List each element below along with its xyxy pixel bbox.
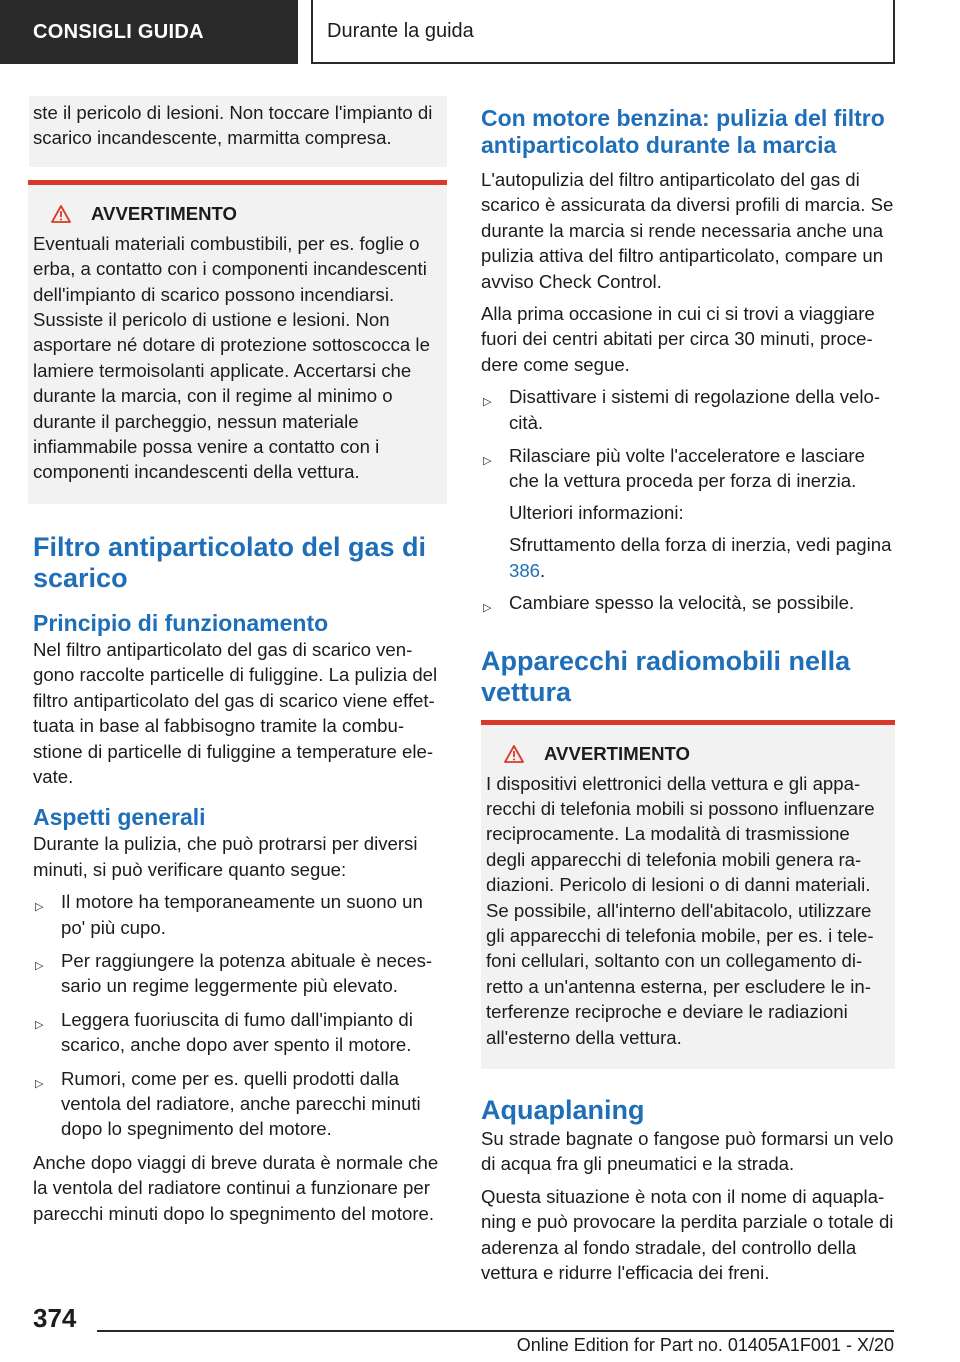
warning-triangle-icon <box>504 745 524 763</box>
continued-warning-box <box>29 96 447 167</box>
triangle-bullet-icon: ▷ <box>483 602 492 615</box>
heading-particulate-filter: Filtro antiparticolato del gas di scarico <box>33 531 427 593</box>
warning-triangle-icon <box>51 205 71 223</box>
chapter-header <box>311 0 895 64</box>
list-item: ▷ Rilasciare più volte l'acceleratore e lasciare che la vettura proceda per forza di inerzia. <box>481 443 895 494</box>
list-item: ▷ Il motore ha temporaneamente un suono un po' più cupo. <box>33 889 447 940</box>
continued-warning-text: ste il pericolo di lesioni. Non toccare l'impianto di scarico incandescente, marmitta compresa. <box>33 102 433 149</box>
warning-box-combustibles <box>28 180 447 504</box>
warning-body: Eventuali materiali combustibili, per es. foglie o erba, a contatto con i componenti incandescenti dell'impianto di scarico possono incendiarsi. Sussiste il pericolo di ustione e lesioni. Non asportare né dotare di protezione sottoscocca le lamiere termoisolanti applicate. Accertarsi che durante la marcia, con il regime al minimo o durante il parcheggio, nessun materiale infiammabile possa venire a contatto con i componenti incandescenti della vettura. <box>33 232 430 483</box>
triangle-bullet-icon: ▷ <box>483 396 492 409</box>
paragraph-first-occasion: Alla prima occasione in cui ci si trovi a viaggiare fuori dei centri abitati per circa 30 minuti, procedere come segue. <box>481 303 875 375</box>
list-item: ▷ Per raggiungere la potenza abituale è necessario un regime leggermente più elevato. <box>33 948 447 999</box>
triangle-bullet-icon: ▷ <box>35 1018 44 1031</box>
list-item: ▷ Disattivare i sistemi di regolazione della velocità. <box>481 384 895 435</box>
heading-radio-devices: Apparecchi radiomobili nella vettura <box>481 645 851 707</box>
warning-body: I dispositivi elettronici della vettura e gli apparecchi di telefonia mobili si possono influenzare reciprocamente. La modalità di trasmissione degli apparecchi di telefonia mobili genera radiazioni. Pericolo di lesioni o di danni materiali. Se possibile, all'interno dell'abitacolo, utilizzare gli apparecchi di telefonia mobile, per es. i telefoni cellulari, soltanto con un collegamento diretto a un'antenna esterna, per escludere le interferenze reciproche e deviare le radiazioni all'esterno della vettura. <box>486 772 875 1048</box>
triangle-bullet-icon: ▷ <box>483 455 492 468</box>
paragraph-principle: Nel filtro antiparticolato del gas di scarico vengono raccolte particelle di fuliggine. La pulizia del filtro antiparticolato del gas di scarico viene effettuata in base al fabbisogno tramite la combustione di particelle di fuliggine a temperature elevate. <box>33 638 438 787</box>
list-item: ▷ Rumori, come per es. quelli prodotti dalla ventola del radiatore, anche parecchi minuti dopo lo spegnimento del motore. <box>33 1066 447 1142</box>
triangle-bullet-icon: ▷ <box>35 959 44 972</box>
triangle-bullet-icon: ▷ <box>35 1077 44 1090</box>
right-column <box>481 96 895 1292</box>
warning-title: AVVERTIMENTO <box>33 203 437 225</box>
heading-principle: Principio di funzionamento <box>33 609 329 636</box>
paragraph-general: Durante la pulizia, che può protrarsi per diversi minuti, si può verificare quanto segue: <box>33 833 418 880</box>
left-column <box>33 96 447 1233</box>
section-title: CONSIGLI GUIDA <box>33 20 204 43</box>
more-info-label: Ulteriori informazioni: <box>509 501 684 523</box>
page-link[interactable]: 386 <box>509 559 541 581</box>
chapter-title: Durante la guida <box>327 19 474 42</box>
heading-petrol-cleaning: Con motore benzina: pulizia del filtro antiparticolato durante la marcia <box>481 105 885 158</box>
paragraph-after: Anche dopo viaggi di breve durata è normale che la ventola del radiatore continui a funzionare per parecchi minuti dopo lo spegnimento del motore. <box>33 1151 439 1224</box>
cross-reference: Sfruttamento della forza di inerzia, vedi pagina 386. <box>509 534 892 581</box>
paragraph-self-cleaning: L'autopulizia del filtro antiparticolato del gas di scarico è assicurata da diversi profili di marcia. Se durante la marcia si rende necessaria anche una pulizia attiva del filtro antiparticolato, compare un avviso Check Control. <box>481 169 894 292</box>
warning-box-mobile <box>481 720 895 1069</box>
page-number: 374 <box>33 1303 77 1333</box>
warning-title: AVVERTIMENTO <box>486 743 885 765</box>
list-item: ▷ Cambiare spesso la velocità, se possibile. <box>481 590 895 621</box>
heading-general: Aspetti generali <box>33 804 206 831</box>
footer-divider <box>97 1330 894 1332</box>
paragraph-aquaplaning-1: Su strade bagnate o fangose può formarsi un velo di acqua fra gli pneumatici e la strada. <box>481 1127 894 1175</box>
triangle-bullet-icon: ▷ <box>35 901 44 914</box>
footer-edition: Online Edition for Part no. 01405A1F001 - X/20 <box>516 1335 894 1355</box>
list-item: ▷ Leggera fuoriuscita di fumo dall'impianto di scarico, anche dopo aver spento il motore. <box>33 1007 447 1058</box>
heading-aquaplaning: Aquaplaning <box>481 1094 645 1125</box>
section-tab <box>0 0 298 64</box>
paragraph-aquaplaning-2: Questa situazione è nota con il nome di aquaplaning e può provocare la perdita parziale o totale di aderenza al fondo stradale, del controllo della vettura e ridurre l'efficacia dei freni. <box>481 1185 894 1283</box>
